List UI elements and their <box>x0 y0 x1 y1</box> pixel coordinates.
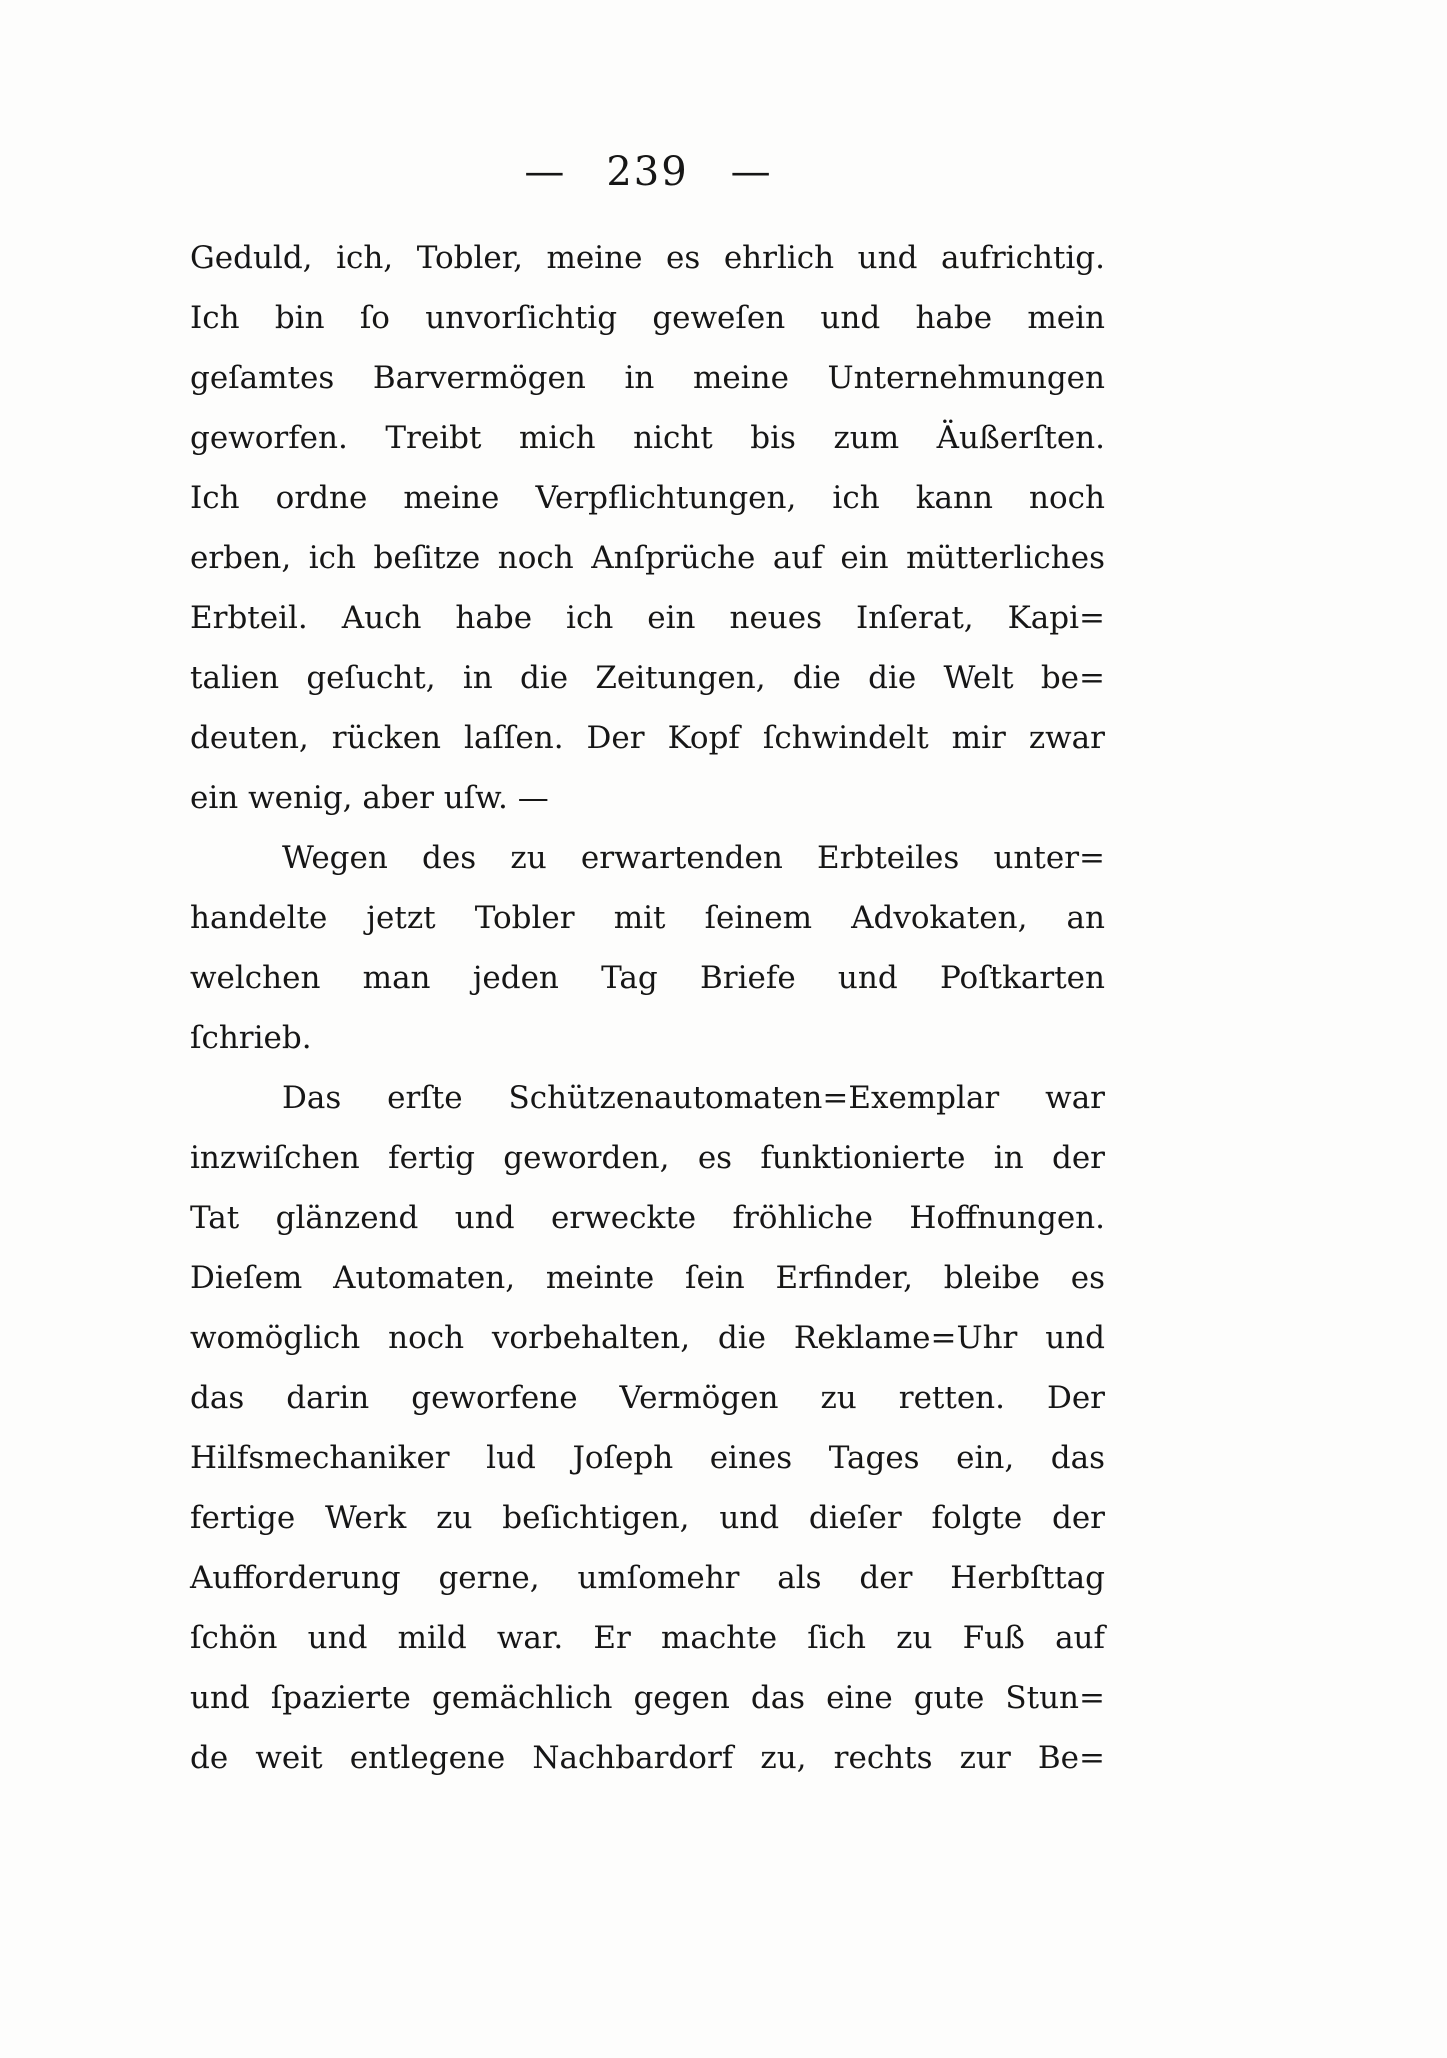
text-line: Tat glänzend und erweckte fröhliche Hoffnungen. <box>190 1200 1105 1236</box>
text-line: Hilfsmechaniker lud Joſeph eines Tages ein, das <box>190 1440 1105 1476</box>
page-number: 239 <box>606 149 689 195</box>
text-line: womöglich noch vorbehalten, die Reklame=Uhr und <box>190 1320 1105 1356</box>
text-line: geſamtes Barvermögen in meine Unternehmungen <box>190 360 1105 396</box>
text-line: ein wenig, aber uſw. — <box>190 780 549 816</box>
text-line: Dieſem Automaten, meinte ſein Erfinder, bleibe es <box>190 1260 1105 1296</box>
text-line: ſchön und mild war. Er machte ſich zu Fuß auf <box>190 1620 1105 1656</box>
text-line: Das erſte Schützenautomaten=Exemplar war <box>282 1080 1105 1116</box>
text-block <box>190 228 1105 1788</box>
text-line: handelte jetzt Tobler mit ſeinem Advokaten, an <box>190 900 1105 936</box>
text-line: fertige Werk zu beſichtigen, und dieſer folgte der <box>190 1500 1105 1536</box>
text-line: inzwiſchen fertig geworden, es funktionierte in der <box>190 1140 1105 1176</box>
text-line: deuten, rücken laſſen. Der Kopf ſchwindelt mir zwar <box>190 720 1105 756</box>
header-dash-right: — <box>730 149 771 195</box>
text-line: ſchrieb. <box>190 1020 312 1056</box>
text-line: geworfen. Treibt mich nicht bis zum Äußerſten. <box>190 420 1105 456</box>
text-line: Erbteil. Auch habe ich ein neues Inſerat, Kapi= <box>190 600 1105 636</box>
text-line: Aufforderung gerne, umſomehr als der Herbſttag <box>190 1560 1105 1596</box>
text-line: das darin geworfene Vermögen zu retten. Der <box>190 1380 1105 1416</box>
header-dash-left: — <box>524 149 565 195</box>
text-line: de weit entlegene Nachbardorf zu, rechts zur Be= <box>190 1740 1105 1776</box>
text-line: Wegen des zu erwartenden Erbteiles unter= <box>282 840 1105 876</box>
text-line: Ich ordne meine Verpflichtungen, ich kann noch <box>190 480 1105 516</box>
text-line: Ich bin ſo unvorſichtig geweſen und habe mein <box>190 300 1105 336</box>
text-line: welchen man jeden Tag Briefe und Poſtkarten <box>190 960 1105 996</box>
text-line: und ſpazierte gemächlich gegen das eine gute Stun= <box>190 1680 1105 1716</box>
text-line: erben, ich beſitze noch Anſprüche auf ein mütterliches <box>190 540 1105 576</box>
text-line: Geduld, ich, Tobler, meine es ehrlich und aufrichtig. <box>190 240 1105 276</box>
text-line: talien geſucht, in die Zeitungen, die die Welt be= <box>190 660 1105 696</box>
page-header <box>190 150 1105 194</box>
